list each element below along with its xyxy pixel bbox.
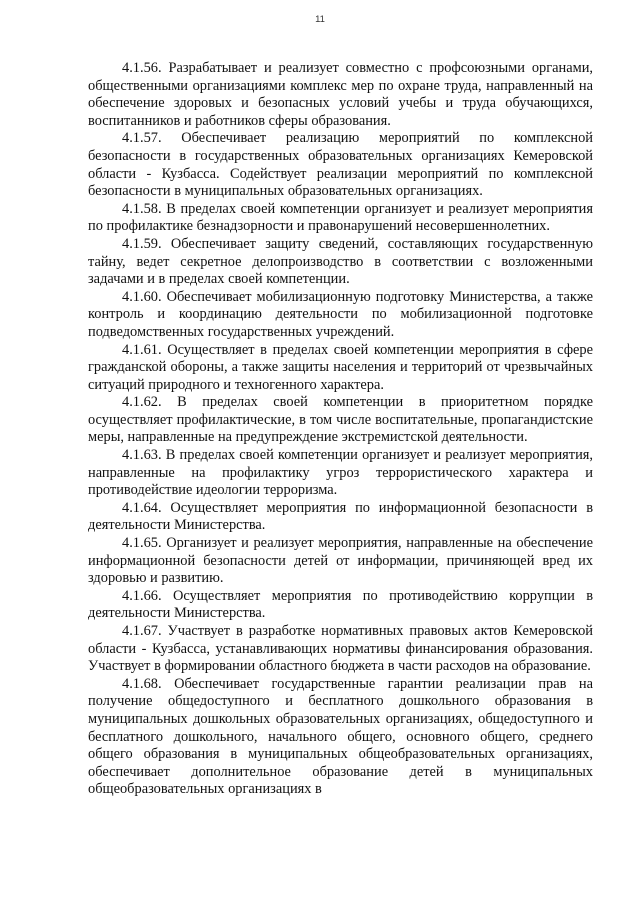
paragraph-4-1-58: 4.1.58. В пределах своей компетенции организует и реализует мероприятия по профилактике безнадзорности и правонарушений несовершеннолетних. bbox=[88, 200, 593, 235]
document-body bbox=[88, 60, 593, 799]
paragraph-4-1-64: 4.1.64. Осуществляет мероприятия по информационной безопасности в деятельности Министерства. bbox=[88, 499, 593, 534]
paragraph-4-1-67: 4.1.67. Участвует в разработке нормативных правовых актов Кемеровской области - Кузбасса, устанавливающих нормативы финансирования образования. Участвует в формировании областного бюджета в части расходов на образование. bbox=[88, 623, 593, 675]
paragraph-4-1-56: 4.1.56. Разрабатывает и реализует совместно с профсоюзными органами, общественными организациями комплекс мер по охране труда, направленный на обеспечение здоровых и безопасных условий учебы и труда обучающихся, воспитанников и работников сферы образования. bbox=[88, 60, 593, 129]
paragraph-4-1-68: 4.1.68. Обеспечивает государственные гарантии реализации прав на получение общедоступного и бесплатного дошкольного образования в муниципальных дошкольных образовательных организациях, общедоступного и бесплатного дошкольного, начального общего, основного общего, среднего общего образования в муниципальных общеобразовательных организациях, обеспечивает дополнительное образование детей в муниципальных общеобразовательных организациях в bbox=[88, 675, 593, 798]
paragraph-4-1-59: 4.1.59. Обеспечивает защиту сведений, составляющих государственную тайну, ведет секретное делопроизводство в соответствии с возложенными задачами и в пределах своей компетенции. bbox=[88, 235, 593, 288]
paragraph-4-1-60: 4.1.60. Обеспечивает мобилизационную подготовку Министерства, а также контроль и координацию деятельности по мобилизационной подготовке подведомственных государственных учреждений. bbox=[88, 288, 593, 340]
paragraph-4-1-57: 4.1.57. Обеспечивает реализацию мероприятий по комплексной безопасности в государственных образовательных организациях Кемеровской области - Кузбасса. Содействует реализации мероприятий по комплексной безопасности в муниципальных образовательных организациях. bbox=[88, 130, 593, 200]
paragraph-4-1-66: 4.1.66. Осуществляет мероприятия по противодействию коррупции в деятельности Министерства. bbox=[88, 587, 593, 622]
paragraph-4-1-65: 4.1.65. Организует и реализует мероприятия, направленные на обеспечение информационной безопасности детей от информации, причиняющей вред их здоровью и развитию. bbox=[88, 535, 593, 587]
page-number: 11 bbox=[315, 14, 325, 25]
paragraph-4-1-61: 4.1.61. Осуществляет в пределах своей компетенции мероприятия в сфере гражданской обороны, а также защиты населения и территорий от чрезвычайных ситуаций природного и техногенного характера. bbox=[88, 341, 593, 393]
paragraph-4-1-62: 4.1.62. В пределах своей компетенции в приоритетном порядке осуществляет профилактические, в том числе воспитательные, пропагандистские меры, направленные на предупреждение экстремистской деятельности. bbox=[88, 394, 593, 446]
paragraph-4-1-63: 4.1.63. В пределах своей компетенции организует и реализует мероприятия, направленные на профилактику угроз террористического характера и противодействие идеологии терроризма. bbox=[88, 447, 593, 499]
